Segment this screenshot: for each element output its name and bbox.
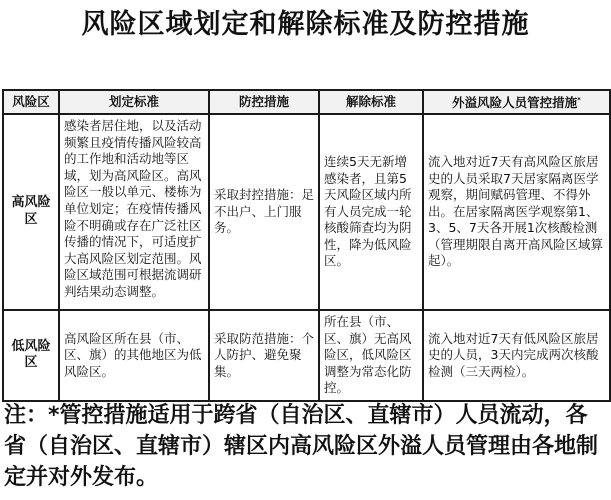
row-spillover: 流入地对近7天有高风险区旅居史的人员采取7天居家隔离医学观察，期间赋码管理、不得外出。在居家隔离医学观察第1、3、5、7天各开展1次核酸检测（管理期限自离开高风险区域算起）。 [423,114,610,310]
table-row-high-risk [3,114,610,310]
row-spillover: 流入地对近7天有低风险区旅居史的人员，3天内完成两次核酸检测（三天两检）。 [423,310,610,401]
row-level: 低风险区 [3,310,59,401]
risk-standards-table [2,89,611,402]
row-lifting: 所在县（市、区、旗）无高风险区，低风险区调整为常态化防控。 [319,310,423,401]
header-asterisk: * [577,96,581,105]
header-risk-area: 风险区 [3,90,59,114]
row-measures: 采取防范措施：个人防护、避免聚集。 [209,310,319,401]
header-spillover-label: 外溢风险人员管控措施 [452,95,578,111]
table-header-row [3,90,610,114]
table-row-low-risk [3,310,610,401]
header-lifting: 解除标准 [319,90,423,114]
header-spillover [423,90,610,114]
row-measures: 采取封控措施：足不出户、上门服务。 [209,114,319,310]
row-criteria: 感染者居住地，以及活动频繁且疫情传播风险较高的工作地和活动地等区域，划为高风险区。高风险区一般以单元、楼栋为单位划定；在疫情传播风险不明确或存在广泛社区传播的情况下，可适度扩大高风险区划定范围。风险区域范围可根据流调研判结果动态调整。 [59,114,209,310]
header-measures: 防控措施 [209,90,319,114]
page-title: 风险区域划定和解除标准及防控措施 [81,9,530,40]
row-criteria: 高风险区所在县（市、区、旗）的其他地区为低风险区。 [59,310,209,401]
row-level: 高风险区 [3,114,59,310]
row-lifting: 连续5天无新增感染者，且第5天风险区域内所有人员完成一轮核酸筛查均为阴性，降为低风险区。 [319,114,423,310]
header-criteria: 划定标准 [59,90,209,114]
footnote: 注：*管控措施适用于跨省（自治区、直辖市）人员流动，各省（自治区、直辖市）辖区内高风险区外溢人员管理由各地制定并对外发布。 [4,403,599,490]
